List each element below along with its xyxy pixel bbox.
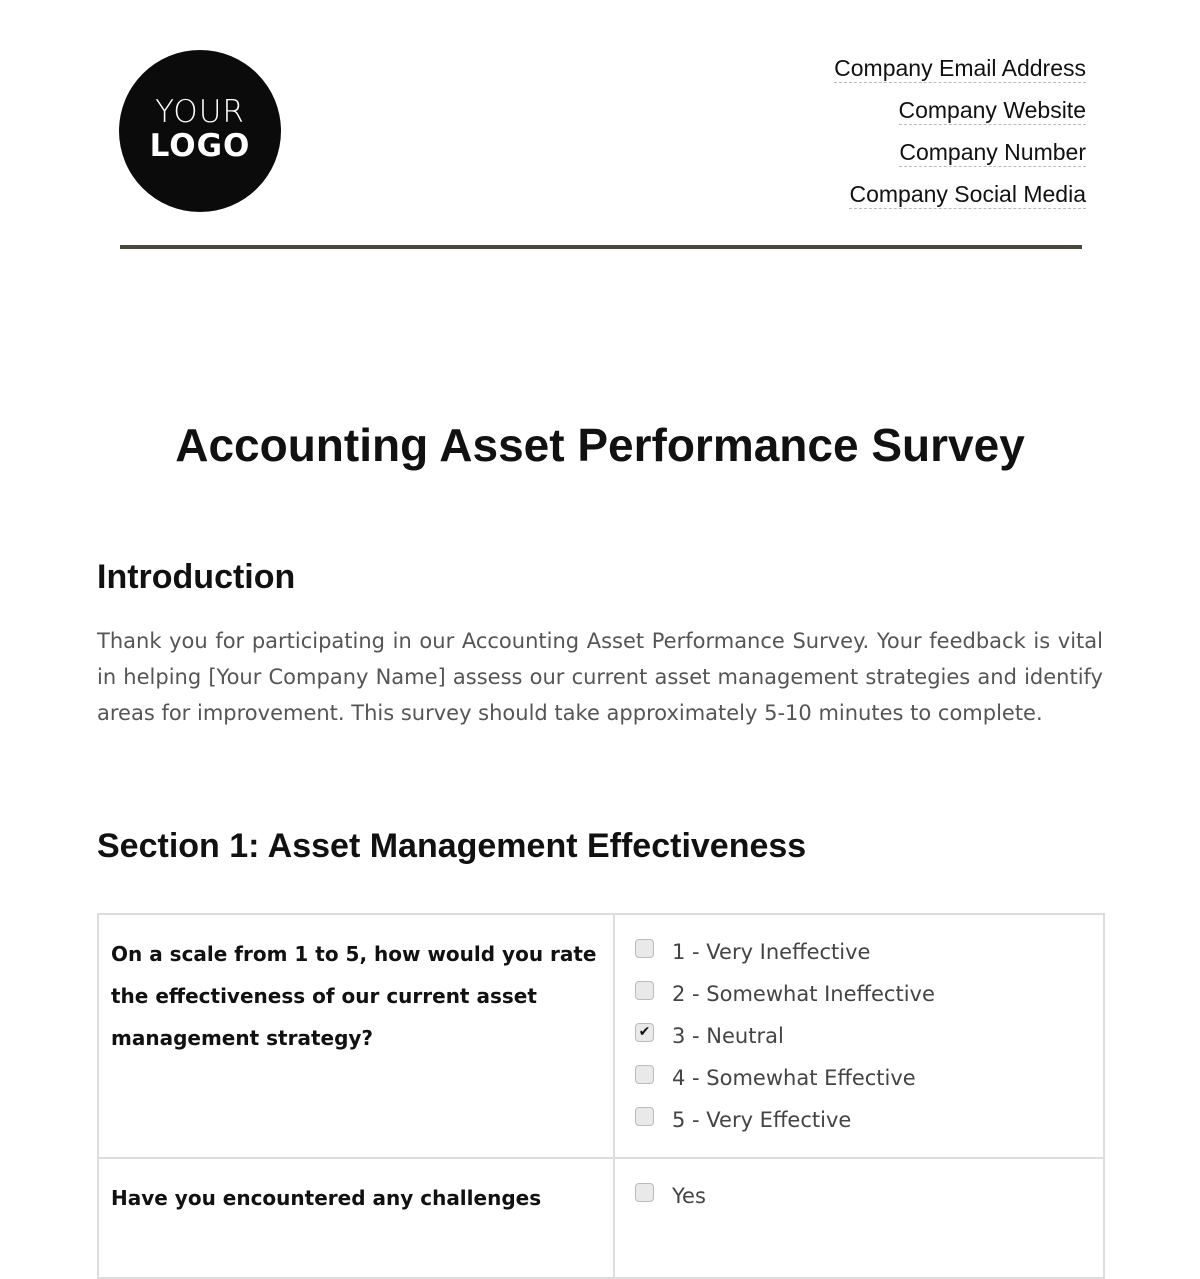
company-email: Company Email Address	[834, 55, 1086, 81]
checkbox[interactable]	[635, 1065, 654, 1084]
company-logo	[119, 50, 281, 212]
checkbox[interactable]	[635, 939, 654, 958]
option-label: Yes	[672, 1184, 706, 1208]
company-website: Company Website	[898, 97, 1086, 123]
question-text: On a scale from 1 to 5, how would you rate the effectiveness of our current asset management strategy?	[98, 914, 614, 1158]
option-label: 5 - Very Effective	[672, 1108, 852, 1132]
option-1[interactable]	[635, 931, 1103, 973]
company-social-media: Company Social Media	[849, 181, 1086, 207]
logo-line-2: LOGO	[149, 128, 251, 164]
survey-table	[97, 913, 1105, 1279]
option-3[interactable]	[635, 1015, 1103, 1057]
option-5[interactable]	[635, 1099, 1103, 1141]
introduction-heading: Introduction	[97, 558, 296, 596]
option-2[interactable]	[635, 973, 1103, 1015]
page-title: Accounting Asset Performance Survey	[175, 419, 1025, 471]
option-label: 1 - Very Ineffective	[672, 940, 871, 964]
question-text: Have you encountered any challenges	[98, 1158, 614, 1278]
option-yes[interactable]	[635, 1175, 1103, 1217]
checkbox-checked[interactable]	[635, 1023, 654, 1042]
checkbox[interactable]	[635, 1107, 654, 1126]
option-label: 2 - Somewhat Ineffective	[672, 982, 935, 1006]
checkbox[interactable]	[635, 981, 654, 1000]
option-4[interactable]	[635, 1057, 1103, 1099]
option-label: 3 - Neutral	[672, 1024, 784, 1048]
introduction-text: Thank you for participating in our Accounting Asset Performance Survey. Your feedback is vital in helping [Your Company Name] assess our current asset management strategies and identify areas for improvement. This survey should take approximately 5-10 minutes to complete.	[97, 629, 1103, 725]
check-icon: ✔	[638, 1023, 651, 1040]
answer-options	[614, 914, 1104, 1158]
logo-line-1: YOUR	[155, 94, 245, 130]
table-row	[98, 914, 1104, 1158]
company-number: Company Number	[899, 139, 1086, 165]
option-label: 4 - Somewhat Effective	[672, 1066, 916, 1090]
header-divider	[120, 245, 1082, 249]
checkbox[interactable]	[635, 1183, 654, 1202]
answer-options	[614, 1158, 1104, 1278]
section-1-heading: Section 1: Asset Management Effectiveness	[97, 827, 807, 865]
table-row	[98, 1158, 1104, 1278]
company-contact-info	[834, 54, 1086, 222]
